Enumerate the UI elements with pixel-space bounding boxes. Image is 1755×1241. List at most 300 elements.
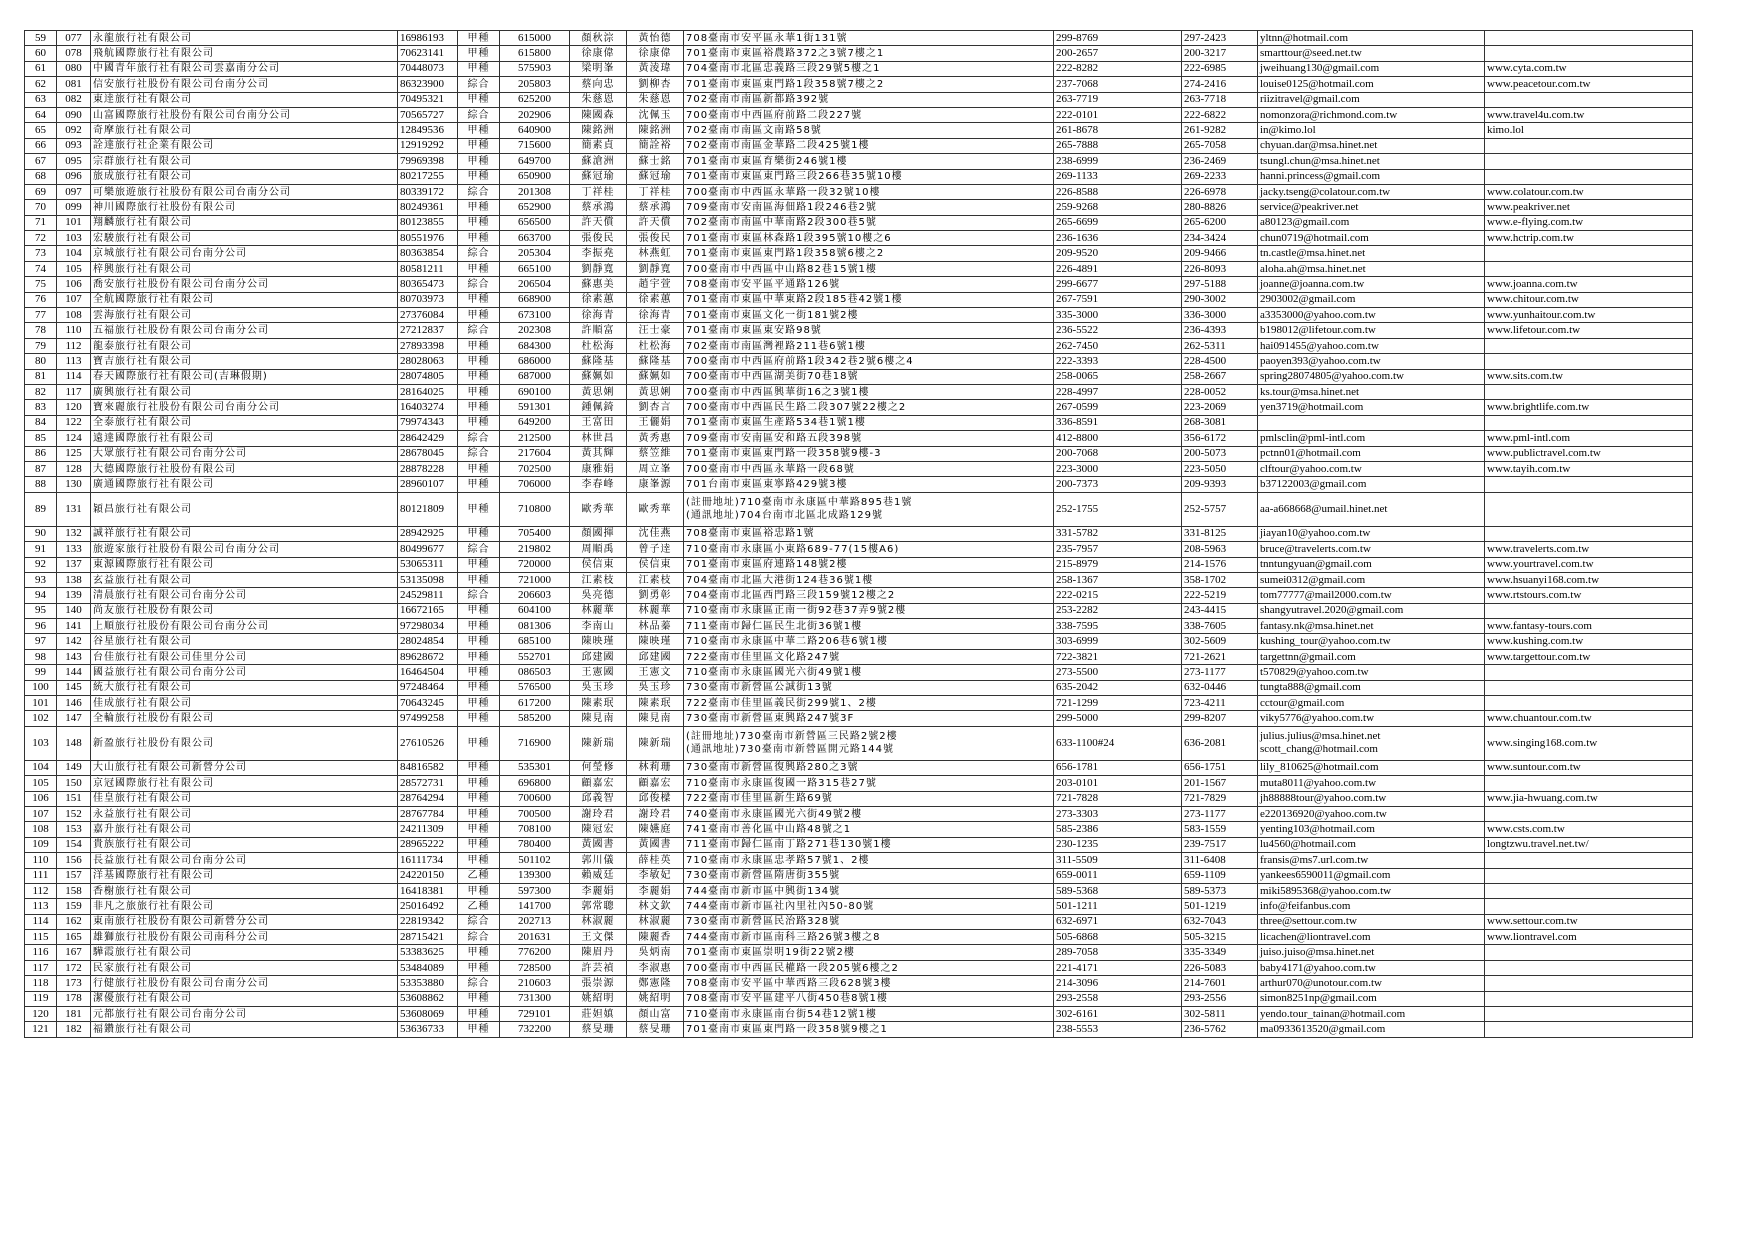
- agency-type-cell: 甲種: [458, 215, 500, 230]
- owner-cell: 謝玲君: [570, 806, 627, 821]
- email-cell-line: e220136920@yahoo.com.tw: [1260, 807, 1387, 820]
- phone-cell: 299-8769: [1054, 31, 1182, 46]
- manager-cell: 顏山富: [627, 1007, 684, 1022]
- license-number-cell: 729101: [500, 1007, 570, 1022]
- fax-cell: 583-1559: [1182, 822, 1258, 837]
- email-cell-line: shangyutravel.2020@gmail.com: [1260, 604, 1404, 617]
- owner-cell: 王憲國: [570, 665, 627, 680]
- license-number-cell: 649200: [500, 415, 570, 430]
- manager-cell: 黃國書: [627, 837, 684, 852]
- row-number-cell: 121: [25, 1022, 57, 1037]
- address-cell: [684, 277, 1054, 292]
- agency-name-cell: 非凡之旅旅行社有限公司: [91, 899, 398, 914]
- owner-cell: 陳銘洲: [570, 123, 627, 138]
- agency-type-cell: 綜合: [458, 976, 500, 991]
- row-number-cell: 115: [25, 930, 57, 945]
- agency-code-cell: 097: [57, 184, 91, 199]
- license-number-cell: 731300: [500, 991, 570, 1006]
- owner-cell: 陳眉丹: [570, 945, 627, 960]
- email-cell: [1258, 776, 1485, 791]
- row-number-cell: 68: [25, 169, 57, 184]
- agency-type-cell: 甲種: [458, 354, 500, 369]
- manager-cell: 李麗娟: [627, 883, 684, 898]
- address-cell-line: 702臺南市南區文南路58號: [686, 125, 822, 137]
- email-cell-line: 2903002@gmail.com: [1260, 293, 1356, 306]
- owner-cell: 張崇源: [570, 976, 627, 991]
- address-cell-line: 701臺南市東區東門路1段358號6樓之2: [686, 248, 885, 260]
- phone-cell: 299-6677: [1054, 277, 1182, 292]
- address-cell-line: 702臺南市南區新都路392號: [686, 94, 830, 106]
- agency-name-cell: 梓興旅行社有限公司: [91, 261, 398, 276]
- address-cell: [684, 215, 1054, 230]
- manager-cell: 劉靜寬: [627, 261, 684, 276]
- license-number-cell: 201631: [500, 930, 570, 945]
- phone-cell: 238-5553: [1054, 1022, 1182, 1037]
- license-number-cell: 673100: [500, 308, 570, 323]
- tax-id-cell: 53608069: [398, 1007, 458, 1022]
- license-number-cell: 720000: [500, 557, 570, 572]
- tax-id-cell: 22819342: [398, 914, 458, 929]
- website-cell: www.hctrip.com.tw: [1485, 231, 1693, 246]
- agency-code-cell: 182: [57, 1022, 91, 1037]
- website-cell: www.peacetour.com.tw: [1485, 77, 1693, 92]
- fax-cell: 331-8125: [1182, 526, 1258, 541]
- owner-cell: 蘇姵如: [570, 369, 627, 384]
- agency-name-cell: 寶來麗旅行社股份有限公司台南分公司: [91, 400, 398, 415]
- table-row: [25, 46, 1693, 61]
- table-row: [25, 619, 1693, 634]
- manager-cell: 陳新瑞: [627, 726, 684, 760]
- agency-type-cell: 綜合: [458, 431, 500, 446]
- agency-type-cell: 甲種: [458, 92, 500, 107]
- website-cell: www.yourtravel.com.tw: [1485, 557, 1693, 572]
- table-row: [25, 649, 1693, 664]
- agency-code-cell: 092: [57, 123, 91, 138]
- agency-type-cell: 甲種: [458, 384, 500, 399]
- phone-cell: 222-0215: [1054, 588, 1182, 603]
- tax-id-cell: 28878228: [398, 461, 458, 476]
- agency-name-cell: 宏駿旅行社有限公司: [91, 231, 398, 246]
- address-cell-line: 708臺南市東區裕忠路1號: [686, 528, 815, 540]
- license-number-cell: 141700: [500, 899, 570, 914]
- fax-cell: 632-0446: [1182, 680, 1258, 695]
- agency-type-cell: 甲種: [458, 680, 500, 695]
- address-cell: [684, 760, 1054, 775]
- agency-type-cell: 甲種: [458, 791, 500, 806]
- tax-id-cell: 70565727: [398, 107, 458, 122]
- row-number-cell: 116: [25, 945, 57, 960]
- phone-cell: 269-1133: [1054, 169, 1182, 184]
- email-cell-line: hai091455@yahoo.com.tw: [1260, 339, 1379, 352]
- tax-id-cell: 80363854: [398, 246, 458, 261]
- fax-cell: 200-3217: [1182, 46, 1258, 61]
- address-cell-line: 709臺南市安南區安和路五段398號: [686, 432, 863, 444]
- fax-cell: 299-8207: [1182, 711, 1258, 726]
- agency-code-cell: 124: [57, 431, 91, 446]
- license-number-cell: 710800: [500, 492, 570, 526]
- row-number-cell: 90: [25, 526, 57, 541]
- agency-name-cell: 京冠國際旅行社有限公司: [91, 776, 398, 791]
- row-number-cell: 82: [25, 384, 57, 399]
- email-cell: [1258, 711, 1485, 726]
- tax-id-cell: 53135098: [398, 572, 458, 587]
- manager-cell: 許天償: [627, 215, 684, 230]
- tax-id-cell: 70495321: [398, 92, 458, 107]
- website-cell: [1485, 853, 1693, 868]
- address-cell-line: 730臺南市新營區民治路328號: [686, 916, 841, 928]
- phone-cell: 293-2558: [1054, 991, 1182, 1006]
- row-number-cell: 114: [25, 914, 57, 929]
- fax-cell: 209-9393: [1182, 477, 1258, 492]
- email-cell: [1258, 92, 1485, 107]
- agency-code-cell: 149: [57, 760, 91, 775]
- license-number-cell: 700600: [500, 791, 570, 806]
- agency-code-cell: 181: [57, 1007, 91, 1022]
- fax-cell: 226-5083: [1182, 960, 1258, 975]
- agency-type-cell: 甲種: [458, 138, 500, 153]
- owner-cell: 林麗華: [570, 603, 627, 618]
- license-number-cell: 501102: [500, 853, 570, 868]
- agency-code-cell: 104: [57, 246, 91, 261]
- website-cell: www.singing168.com.tw: [1485, 726, 1693, 760]
- license-number-cell: 696800: [500, 776, 570, 791]
- agency-code-cell: 130: [57, 477, 91, 492]
- license-number-cell: 615000: [500, 31, 570, 46]
- email-cell-line: tnntungyuan@gmail.com: [1260, 558, 1372, 571]
- website-cell: [1485, 806, 1693, 821]
- agency-type-cell: 綜合: [458, 446, 500, 461]
- tax-id-cell: 53353880: [398, 976, 458, 991]
- fax-cell: 721-7829: [1182, 791, 1258, 806]
- manager-cell: 李敏妃: [627, 868, 684, 883]
- license-number-cell: 652900: [500, 200, 570, 215]
- email-cell: [1258, 806, 1485, 821]
- fax-cell: 273-1177: [1182, 806, 1258, 821]
- tax-id-cell: 80365473: [398, 277, 458, 292]
- owner-cell: 賴威廷: [570, 868, 627, 883]
- website-cell: kimo.lol: [1485, 123, 1693, 138]
- email-cell: [1258, 588, 1485, 603]
- manager-cell: 王憲文: [627, 665, 684, 680]
- license-number-cell: 206603: [500, 588, 570, 603]
- tax-id-cell: 25016492: [398, 899, 458, 914]
- address-cell: [684, 1007, 1054, 1022]
- address-cell-line: 701台南市東區東寧路429號3樓: [686, 479, 848, 491]
- address-cell: [684, 415, 1054, 430]
- tax-id-cell: 16672165: [398, 603, 458, 618]
- license-number-cell: 668900: [500, 292, 570, 307]
- phone-cell: 721-1299: [1054, 696, 1182, 711]
- phone-cell: 302-6161: [1054, 1007, 1182, 1022]
- table-row: [25, 31, 1693, 46]
- phone-cell: 226-8588: [1054, 184, 1182, 199]
- row-number-cell: 62: [25, 77, 57, 92]
- email-cell: [1258, 261, 1485, 276]
- email-cell-line: fantasy.nk@msa.hinet.net: [1260, 619, 1374, 632]
- email-cell: [1258, 1007, 1485, 1022]
- email-cell: [1258, 308, 1485, 323]
- agency-code-cell: 159: [57, 899, 91, 914]
- owner-cell: 林世昌: [570, 431, 627, 446]
- agency-code-cell: 077: [57, 31, 91, 46]
- license-number-cell: 585200: [500, 711, 570, 726]
- table-row: [25, 461, 1693, 476]
- address-cell: [684, 477, 1054, 492]
- fax-cell: 226-6978: [1182, 184, 1258, 199]
- address-cell: [684, 791, 1054, 806]
- address-cell: [684, 492, 1054, 526]
- website-cell: [1485, 945, 1693, 960]
- fax-cell: 358-1702: [1182, 572, 1258, 587]
- agency-code-cell: 165: [57, 930, 91, 945]
- license-number-cell: 728500: [500, 960, 570, 975]
- phone-cell: 265-7888: [1054, 138, 1182, 153]
- row-number-cell: 120: [25, 1007, 57, 1022]
- tax-id-cell: 28164025: [398, 384, 458, 399]
- agency-name-cell: 宗群旅行社有限公司: [91, 154, 398, 169]
- email-cell: [1258, 492, 1485, 526]
- agency-code-cell: 167: [57, 945, 91, 960]
- agency-code-cell: 106: [57, 277, 91, 292]
- table-row: [25, 323, 1693, 338]
- license-number-cell: 210603: [500, 976, 570, 991]
- address-cell-line: 710臺南市永康區中華二路206巷6號1樓: [686, 636, 888, 648]
- tax-id-cell: 70643245: [398, 696, 458, 711]
- agency-name-cell: 新盈旅行社股份有限公司: [91, 726, 398, 760]
- owner-cell: 陳見南: [570, 711, 627, 726]
- table-row: [25, 415, 1693, 430]
- table-row: [25, 107, 1693, 122]
- manager-cell: 陳素珉: [627, 696, 684, 711]
- manager-cell: 姚紹明: [627, 991, 684, 1006]
- owner-cell: 許天償: [570, 215, 627, 230]
- table-row: [25, 914, 1693, 929]
- website-cell: [1485, 492, 1693, 526]
- tax-id-cell: 28767784: [398, 806, 458, 821]
- website-cell: www.joanna.com.tw: [1485, 277, 1693, 292]
- manager-cell: 鄭憲隆: [627, 976, 684, 991]
- email-cell-line: info@feifanbus.com: [1260, 900, 1351, 912]
- table-row: [25, 806, 1693, 821]
- address-cell-line: 710臺南市永康區國光六街49號1樓: [686, 666, 863, 678]
- email-cell: [1258, 837, 1485, 852]
- address-cell-line: 704臺南市北區西門路三段159號12樓之2: [686, 589, 896, 601]
- address-cell-line: 708臺南市安平區建平八街450巷8號1樓: [686, 993, 888, 1005]
- fax-cell: 261-9282: [1182, 123, 1258, 138]
- website-cell: [1485, 899, 1693, 914]
- email-cell: [1258, 200, 1485, 215]
- address-cell: [684, 246, 1054, 261]
- phone-cell: 235-7957: [1054, 542, 1182, 557]
- website-cell: www.tayih.com.tw: [1485, 461, 1693, 476]
- license-number-cell: 205803: [500, 77, 570, 92]
- email-cell: [1258, 542, 1485, 557]
- owner-cell: 顧嘉宏: [570, 776, 627, 791]
- owner-cell: 陳新瑞: [570, 726, 627, 760]
- owner-cell: 簡素貞: [570, 138, 627, 153]
- address-cell: [684, 169, 1054, 184]
- agency-name-cell: 永龍旅行社有限公司: [91, 31, 398, 46]
- address-cell-line: 730臺南市新營區東興路247號3F: [686, 713, 855, 725]
- phone-cell: 253-2282: [1054, 603, 1182, 618]
- website-cell: [1485, 960, 1693, 975]
- address-cell: [684, 945, 1054, 960]
- owner-cell: 鍾佩錡: [570, 400, 627, 415]
- agency-type-cell: 綜合: [458, 930, 500, 945]
- manager-cell: 陳見南: [627, 711, 684, 726]
- agency-name-cell: 五福旅行社股份有限公司台南分公司: [91, 323, 398, 338]
- manager-cell: 陳麗香: [627, 930, 684, 945]
- travel-agency-table: [24, 30, 1693, 1038]
- table-row: [25, 696, 1693, 711]
- agency-type-cell: 甲種: [458, 991, 500, 1006]
- fax-cell: 268-3081: [1182, 415, 1258, 430]
- agency-type-cell: 甲種: [458, 1022, 500, 1037]
- address-cell-line: 700臺南市中西區府前路1段342巷2號6樓之4: [686, 355, 914, 367]
- license-number-cell: 708100: [500, 822, 570, 837]
- agency-name-cell: 旅成旅行社有限公司: [91, 169, 398, 184]
- tax-id-cell: 28764294: [398, 791, 458, 806]
- address-cell-line: 701臺南市東區生產路534巷1號1樓: [686, 417, 866, 429]
- manager-cell: 吳玉珍: [627, 680, 684, 695]
- website-cell: [1485, 776, 1693, 791]
- email-cell: [1258, 400, 1485, 415]
- manager-cell: 林莉珊: [627, 760, 684, 775]
- website-cell: [1485, 338, 1693, 353]
- owner-cell: 陳國森: [570, 107, 627, 122]
- table-row: [25, 77, 1693, 92]
- email-cell-line: b198012@lifetour.com.tw: [1260, 324, 1376, 337]
- manager-cell: 徐康偉: [627, 46, 684, 61]
- address-cell: [684, 726, 1054, 760]
- agency-name-cell: 行健旅行社股份有限公司台南分公司: [91, 976, 398, 991]
- email-cell-line: jacky.tseng@colatour.com.tw: [1260, 185, 1391, 198]
- table-row: [25, 930, 1693, 945]
- license-number-cell: 625200: [500, 92, 570, 107]
- row-number-cell: 76: [25, 292, 57, 307]
- website-cell: [1485, 31, 1693, 46]
- agency-type-cell: 甲種: [458, 231, 500, 246]
- manager-cell: 顧嘉宏: [627, 776, 684, 791]
- tax-id-cell: 86323900: [398, 77, 458, 92]
- address-cell-line: 710臺南市永康區南台街54巷12號1樓: [686, 1008, 877, 1020]
- row-number-cell: 94: [25, 588, 57, 603]
- email-cell: [1258, 31, 1485, 46]
- email-cell: [1258, 138, 1485, 153]
- manager-cell: 蘇隆基: [627, 354, 684, 369]
- website-cell: www.settour.com.tw: [1485, 914, 1693, 929]
- table-row: [25, 899, 1693, 914]
- table-row: [25, 976, 1693, 991]
- agency-type-cell: 甲種: [458, 711, 500, 726]
- owner-cell: 林淑麗: [570, 914, 627, 929]
- agency-code-cell: 128: [57, 461, 91, 476]
- address-cell: [684, 711, 1054, 726]
- address-cell: [684, 369, 1054, 384]
- table-row: [25, 308, 1693, 323]
- manager-cell: 林文欽: [627, 899, 684, 914]
- agency-type-cell: 甲種: [458, 806, 500, 821]
- manager-cell: 李淑惠: [627, 960, 684, 975]
- address-cell-line: 708臺南市安平區永華1街131號: [686, 32, 848, 44]
- manager-cell: 曾子逹: [627, 542, 684, 557]
- license-number-cell: 684300: [500, 338, 570, 353]
- email-cell-line: pmlsclin@pml-intl.com: [1260, 431, 1366, 444]
- manager-cell: 蔡笠維: [627, 446, 684, 461]
- agency-name-cell: 元都旅行社有限公司台南分公司: [91, 1007, 398, 1022]
- email-cell: [1258, 231, 1485, 246]
- agency-name-cell: 大眾旅行社有限公司台南分公司: [91, 446, 398, 461]
- agency-type-cell: 乙種: [458, 899, 500, 914]
- address-cell: [684, 400, 1054, 415]
- manager-cell: 徐素蕙: [627, 292, 684, 307]
- address-cell: [684, 231, 1054, 246]
- email-cell: [1258, 960, 1485, 975]
- owner-cell: 李春峰: [570, 477, 627, 492]
- phone-cell: 230-1235: [1054, 837, 1182, 852]
- fax-cell: 659-1109: [1182, 868, 1258, 883]
- email-cell-line: tn.castle@msa.hinet.net: [1260, 247, 1366, 260]
- row-number-cell: 86: [25, 446, 57, 461]
- table-row: [25, 868, 1693, 883]
- agency-code-cell: 108: [57, 308, 91, 323]
- agency-code-cell: 152: [57, 806, 91, 821]
- manager-cell: 歐秀華: [627, 492, 684, 526]
- tax-id-cell: 80499677: [398, 542, 458, 557]
- website-cell: www.suntour.com.tw: [1485, 760, 1693, 775]
- phone-cell: 303-6999: [1054, 634, 1182, 649]
- agency-type-cell: 甲種: [458, 837, 500, 852]
- phone-cell: 258-0065: [1054, 369, 1182, 384]
- agency-code-cell: 145: [57, 680, 91, 695]
- owner-cell: 許芸禎: [570, 960, 627, 975]
- row-number-cell: 109: [25, 837, 57, 852]
- address-cell: [684, 446, 1054, 461]
- table-row: [25, 400, 1693, 415]
- phone-cell: 265-6699: [1054, 215, 1182, 230]
- owner-cell: 姚紹明: [570, 991, 627, 1006]
- owner-cell: 杜松海: [570, 338, 627, 353]
- table-row: [25, 726, 1693, 760]
- email-cell-line: riizitravel@gmail.com: [1260, 93, 1360, 106]
- row-number-cell: 72: [25, 231, 57, 246]
- owner-cell: 吳亮德: [570, 588, 627, 603]
- website-cell: [1485, 976, 1693, 991]
- address-cell: [684, 92, 1054, 107]
- tax-id-cell: 80121809: [398, 492, 458, 526]
- phone-cell: 299-5000: [1054, 711, 1182, 726]
- email-cell: [1258, 557, 1485, 572]
- address-cell: [684, 354, 1054, 369]
- agency-name-cell: 尚友旅行社股份有限公司: [91, 603, 398, 618]
- license-number-cell: 686000: [500, 354, 570, 369]
- address-cell-line: 701臺南市東區育樂街246號1樓: [686, 155, 848, 167]
- email-cell-line: a80123@gmail.com: [1260, 216, 1350, 229]
- fax-cell: 274-2416: [1182, 77, 1258, 92]
- email-cell: [1258, 292, 1485, 307]
- address-cell: [684, 154, 1054, 169]
- agency-type-cell: 綜合: [458, 184, 500, 199]
- email-cell-line: yen3719@hotmail.com: [1260, 401, 1364, 414]
- phone-cell: 258-1367: [1054, 572, 1182, 587]
- manager-cell: 王儷娟: [627, 415, 684, 430]
- tax-id-cell: 53383625: [398, 945, 458, 960]
- address-cell: [684, 292, 1054, 307]
- fax-cell: 228-0052: [1182, 384, 1258, 399]
- agency-type-cell: 甲種: [458, 619, 500, 634]
- row-number-cell: 60: [25, 46, 57, 61]
- email-cell-line: tsungl.chun@msa.hinet.net: [1260, 154, 1380, 167]
